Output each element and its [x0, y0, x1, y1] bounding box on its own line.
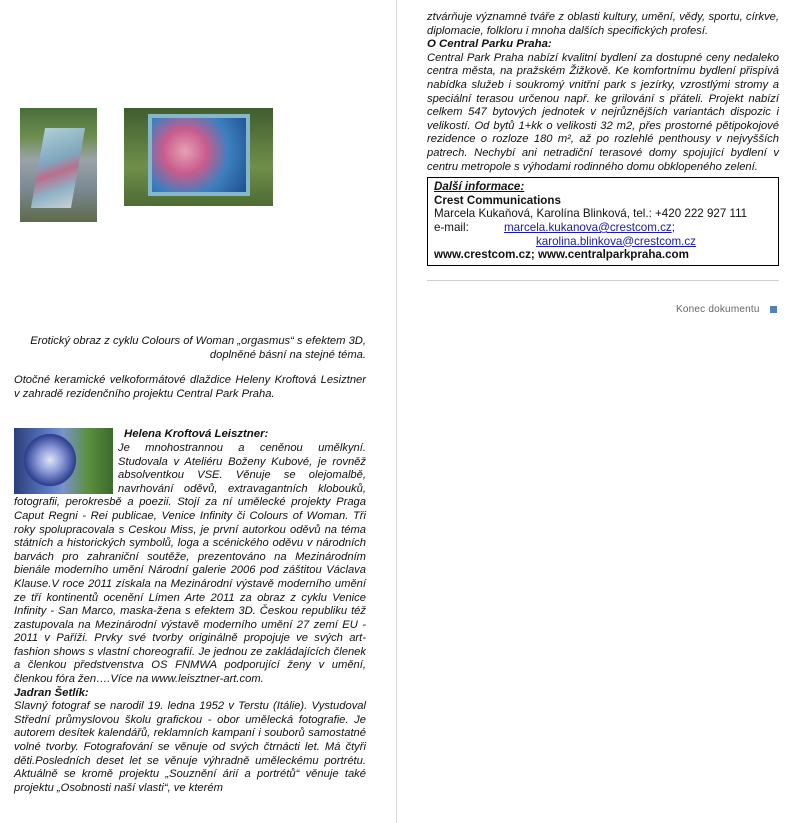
- end-marker-square-icon: [770, 306, 777, 313]
- email-link-blinkova[interactable]: karolina.blinkova@crestcom.cz: [536, 234, 696, 248]
- central-park-heading: O Central Parku Praha:: [427, 38, 552, 51]
- photo-helena-artwork: [14, 428, 113, 494]
- central-park-text: Central Park Praha nabízí kvalitní bydlení za dostupné ceny nedaleko centra města, na pražském Žižkově. Ke komfortnímu bydlení přispívá nabídka služeb i soukromý vnitřní park s jezírky, vzrostlými stromy a speciální terasou určenou např. ke grilování s přáteli. Projekt nabízí celkem 547 bytových jednotek v nejrůznějších variantách dispozic i velikostí. Od bytů 1+kk o velikosti 32 m2, přes prostorné pětipokojové rezidence o rozloze 180 m², až po rozlehlé penthousy v nejvyšších patrech. Nechybí ani netradiční terasové domy spojující bydlení v centru metropole s výhodami rodinného domu obklopeného zelení.: [427, 51, 779, 173]
- email-link-kukanova[interactable]: marcela.kukanova@crestcom.cz: [504, 220, 672, 234]
- info-title: Další informace:: [434, 180, 525, 194]
- info-websites: www.crestcom.cz; www.centralparkpraha.com: [434, 248, 689, 262]
- end-of-document-label: Konec dokumentu: [676, 304, 760, 315]
- jadran-text: Slavný fotograf se narodil 19. ledna 1952 v Terstu (Itálie). Vystudoval Střední průmyslovou školu grafickou - obor umělecká fotografie. Je autorem desítek kalendářů, reklamních kampaní i souborů samostatné volné tvorby. Fotografování se věnuje od svých čtrnácti let. Má čtyři děti.Posledních deset let se věnuje výhradně uměleckému portrétu. Aktuálně se kromě projektu „Souznění árií a portrétů“ věnuje také projektu „Osobnosti naší vlasti“, ve kterém: [14, 700, 366, 794]
- email-separator: ;: [671, 220, 675, 234]
- continuation-text: ztvárňuje významné tváře z oblasti kultury, umění, vědy, sportu, církve, diplomacie, folkloru i mnoha dalších specifických profesí.: [427, 11, 779, 37]
- contact-info-box: [427, 177, 779, 266]
- photo-erotic-painting: [124, 108, 273, 206]
- left-column: [14, 335, 366, 795]
- info-contacts: Marcela Kukaňová, Karolína Blinková, tel.: +420 222 927 111: [434, 207, 748, 221]
- right-column: [427, 11, 779, 281]
- helena-heading: Helena Kroftová Leisztner:: [124, 428, 269, 441]
- end-separator: [427, 280, 779, 281]
- column-divider: [396, 0, 397, 823]
- caption-tiles: Otočné keramické velkoformátové dlaždice Heleny Kroftová Lesiztner v zahradě rezidenčního projektu Central Park Praha.: [14, 374, 366, 400]
- helena-text: Je mnohostrannou a ceněnou umělkyní. Studovala v Ateliéru Boženy Kubové, je rovněž absolventkou VSE. Věnuje se olejomalbě, navrhování oděvů, extravagantních klobouků, fotografii, perokresbě a poezii. Stojí za ní umělecké projekty Praga Caput Regni - Rei publicae, Venice Infinity či Colours of Woman. Tři roky spolupracovala s Ceskou Miss, je první autorkou oděvů na téma státních a historických symbolů, loga a scénického oděvu v národních barvách pro zahraniční soutěže, prezentováno na Mezinárodním bienále moderního umění Národní galerie 2006 pod záštitou Václava Klause.V roce 2011 získala na Mezinárodní výstavě moderního umění ze tří kontinentů ocenění Límen Arte 2011 za obraz z cyklu Venice Infinity - San Marco, maska-žena s efektem 3D. Českou republiku též zastupovala na Mezinárodní výstavě moderního umění 27 zemí EU - 2011 v Paříži. Prvky své tvorby originálně propojuje ve svých art-fashion shows s vlastní choreografií. Je jednou ze zakládajících členek a členkou předstvenstva OS FNMWA podporující ženy v umění, členkou fóra žen….Více na www.leisztner-art.com.: [14, 441, 366, 686]
- caption-painting: Erotický obraz z cyklu Colours of Woman „orgasmus“ s efektem 3D, doplněné básní na stejné téma.: [30, 335, 366, 361]
- email-label: e-mail:: [434, 220, 469, 234]
- photo-ceramic-tiles: [20, 108, 97, 222]
- jadran-heading: Jadran Šetlík:: [14, 686, 89, 699]
- info-company: Crest Communications: [434, 193, 561, 207]
- info-email-row: [434, 221, 772, 248]
